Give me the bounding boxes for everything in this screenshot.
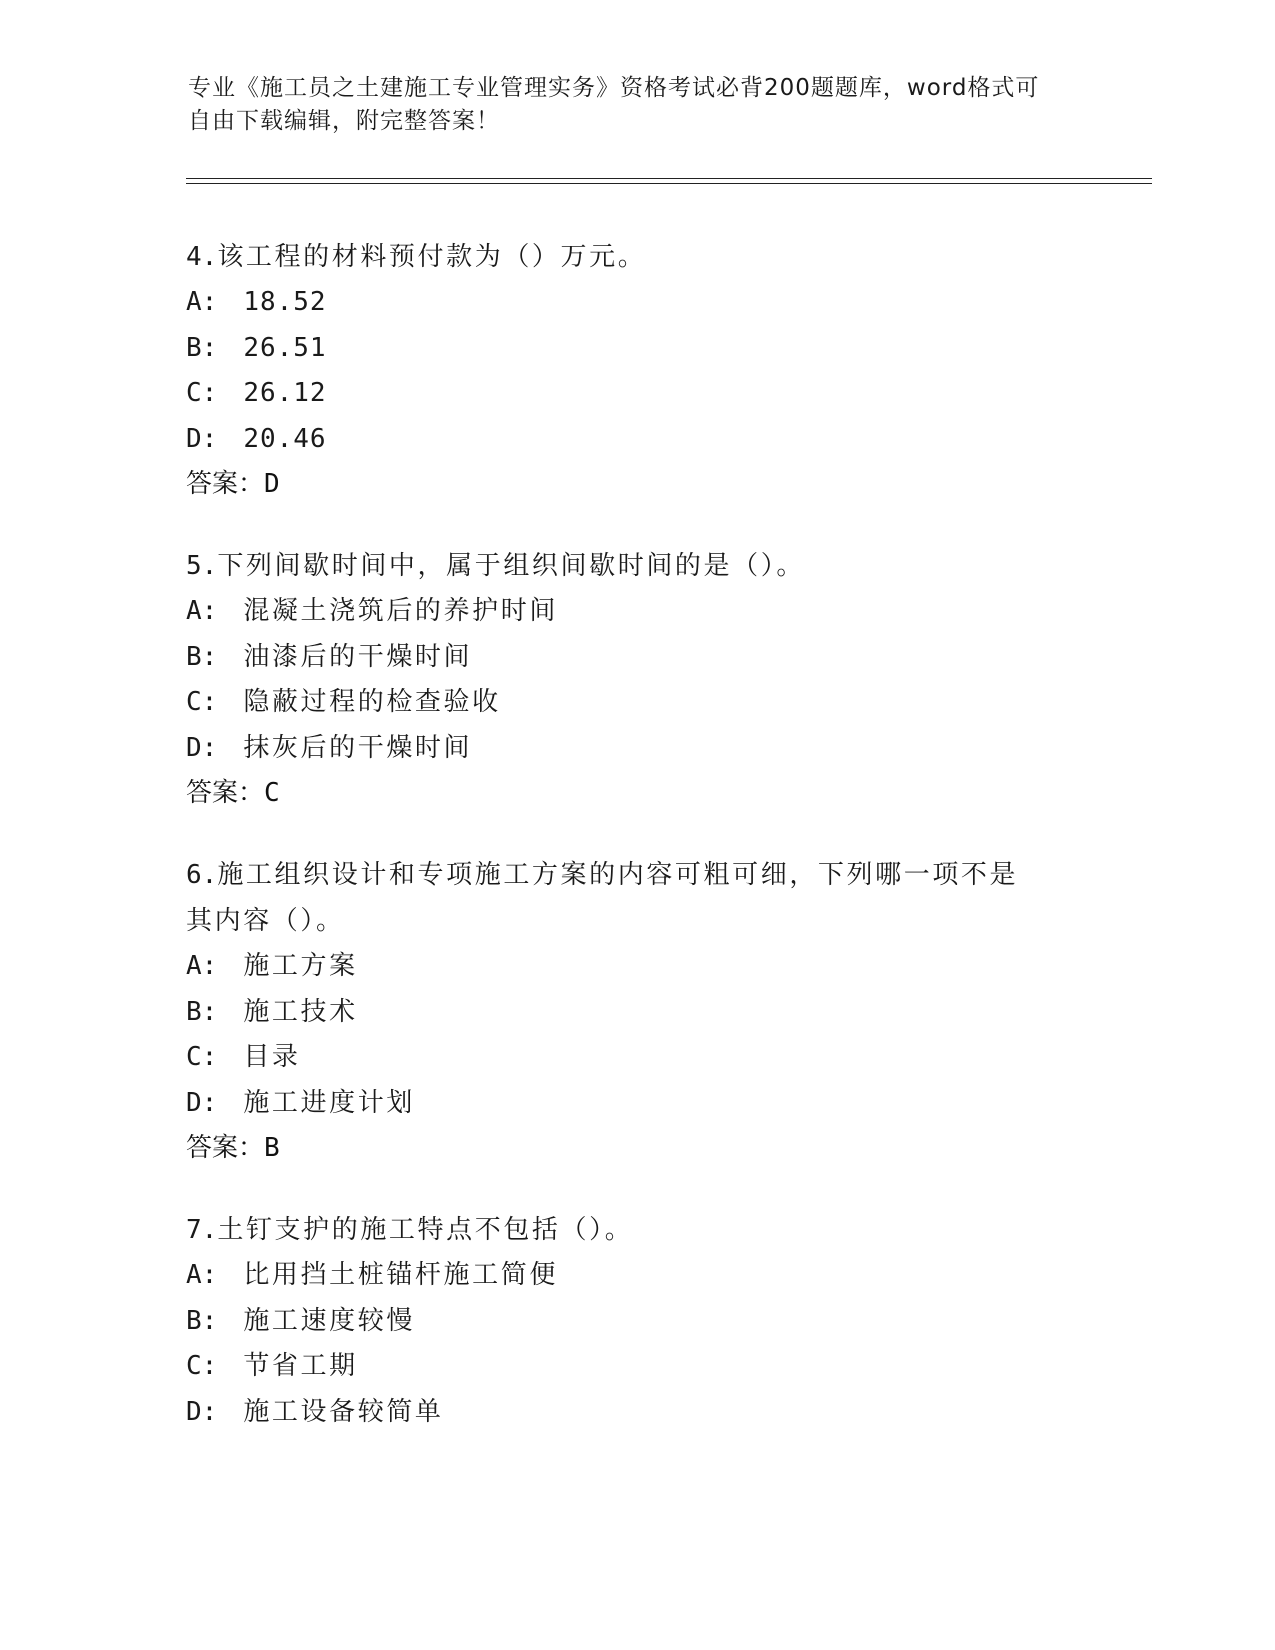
option-separator: : xyxy=(201,996,218,1027)
question-stem xyxy=(186,543,1086,589)
option-text: 施工速度较慢 xyxy=(243,1305,415,1336)
option-separator: : xyxy=(201,423,218,454)
document-header xyxy=(188,72,1068,138)
option-text: 施工设备较简单 xyxy=(243,1396,444,1427)
option-letter: C xyxy=(186,378,202,408)
option-letter: A xyxy=(186,596,202,626)
question-5 xyxy=(186,543,1086,816)
question-text: 该工程的材料预付款为（）万元。 xyxy=(217,242,647,272)
question-text: 施工组织设计和专项施工方案的内容可粗可细，下列哪一项不是其内容（）。 xyxy=(186,860,1019,936)
option-text: 目录 xyxy=(243,1042,301,1072)
option-separator: : xyxy=(201,1042,218,1072)
option-letter: B xyxy=(186,332,202,363)
question-stem xyxy=(186,234,1086,280)
option-separator: : xyxy=(201,1260,218,1290)
answer-label: 答案： xyxy=(186,778,265,808)
header-divider-bottom xyxy=(186,183,1152,184)
option-d xyxy=(186,1390,1086,1436)
option-text: 隐蔽过程的检查验收 xyxy=(243,687,501,717)
question-number: 5. xyxy=(186,551,218,581)
option-letter: C xyxy=(186,1042,202,1072)
answer-line xyxy=(186,1126,1086,1171)
option-letter: B xyxy=(186,996,202,1027)
option-separator: : xyxy=(201,1305,218,1336)
answer-label: 答案： xyxy=(186,1133,265,1163)
answer-value: C xyxy=(264,778,280,808)
header-title-line-2: 自由下载编辑，附完整答案！ xyxy=(188,108,500,134)
answer-label: 答案： xyxy=(186,469,265,499)
answer-value: D xyxy=(264,469,280,499)
option-text: 施工进度计划 xyxy=(243,1087,415,1118)
option-d xyxy=(186,1081,1086,1127)
option-text: 比用挡土桩锚杆施工简便 xyxy=(243,1260,558,1290)
option-b xyxy=(186,1299,1086,1345)
option-c xyxy=(186,1344,1086,1390)
option-d xyxy=(186,417,1086,463)
question-number: 7. xyxy=(186,1215,218,1245)
option-text: 26.12 xyxy=(243,378,327,408)
question-list xyxy=(186,234,1086,1471)
option-text: 油漆后的干燥时间 xyxy=(243,641,473,672)
question-6 xyxy=(186,852,1086,1171)
question-stem xyxy=(186,852,1046,944)
option-c xyxy=(186,680,1086,726)
question-text: 土钉支护的施工特点不包括（）。 xyxy=(217,1215,634,1245)
option-letter: D xyxy=(186,1087,202,1118)
option-letter: C xyxy=(186,687,202,717)
option-separator: : xyxy=(201,378,218,408)
header-divider-top xyxy=(186,178,1152,179)
answer-line xyxy=(186,771,1086,816)
option-letter: A xyxy=(186,1260,202,1290)
answer-value: B xyxy=(264,1133,280,1163)
option-b xyxy=(186,326,1086,372)
option-text: 施工技术 xyxy=(243,996,358,1027)
option-letter: A xyxy=(186,951,202,981)
option-a xyxy=(186,280,1086,326)
option-text: 18.52 xyxy=(243,287,327,317)
question-stem xyxy=(186,1207,1086,1253)
option-text: 26.51 xyxy=(243,332,327,363)
option-text: 节省工期 xyxy=(243,1351,358,1381)
option-separator: : xyxy=(201,687,218,717)
option-letter: D xyxy=(186,423,202,454)
question-number: 4. xyxy=(186,242,218,272)
option-separator: : xyxy=(201,641,218,672)
option-separator: : xyxy=(201,1396,218,1427)
option-letter: D xyxy=(186,732,202,763)
option-a xyxy=(186,944,1086,990)
option-text: 抹灰后的干燥时间 xyxy=(243,732,473,763)
option-text: 混凝土浇筑后的养护时间 xyxy=(243,596,558,626)
option-b xyxy=(186,990,1086,1036)
option-a xyxy=(186,1253,1086,1299)
option-b xyxy=(186,635,1086,681)
option-separator: : xyxy=(201,951,218,981)
option-letter: C xyxy=(186,1351,202,1381)
option-separator: : xyxy=(201,1351,218,1381)
option-text: 20.46 xyxy=(243,423,327,454)
question-text: 下列间歇时间中，属于组织间歇时间的是（）。 xyxy=(217,551,805,581)
option-text: 施工方案 xyxy=(243,951,358,981)
option-letter: D xyxy=(186,1396,202,1427)
option-separator: : xyxy=(201,1087,218,1118)
option-letter: A xyxy=(186,287,202,317)
option-separator: : xyxy=(201,596,218,626)
option-a xyxy=(186,589,1086,635)
option-letter: B xyxy=(186,641,202,672)
question-7 xyxy=(186,1207,1086,1435)
option-separator: : xyxy=(201,732,218,763)
answer-line xyxy=(186,462,1086,507)
option-d xyxy=(186,726,1086,772)
option-c xyxy=(186,371,1086,417)
option-separator: : xyxy=(201,287,218,317)
question-number: 6. xyxy=(186,860,218,890)
option-separator: : xyxy=(201,332,218,363)
option-c xyxy=(186,1035,1086,1081)
question-4 xyxy=(186,234,1086,507)
header-title-line-1: 专业《施工员之土建施工专业管理实务》资格考试必背200题题库，word格式可 xyxy=(188,75,1040,101)
option-letter: B xyxy=(186,1305,202,1336)
